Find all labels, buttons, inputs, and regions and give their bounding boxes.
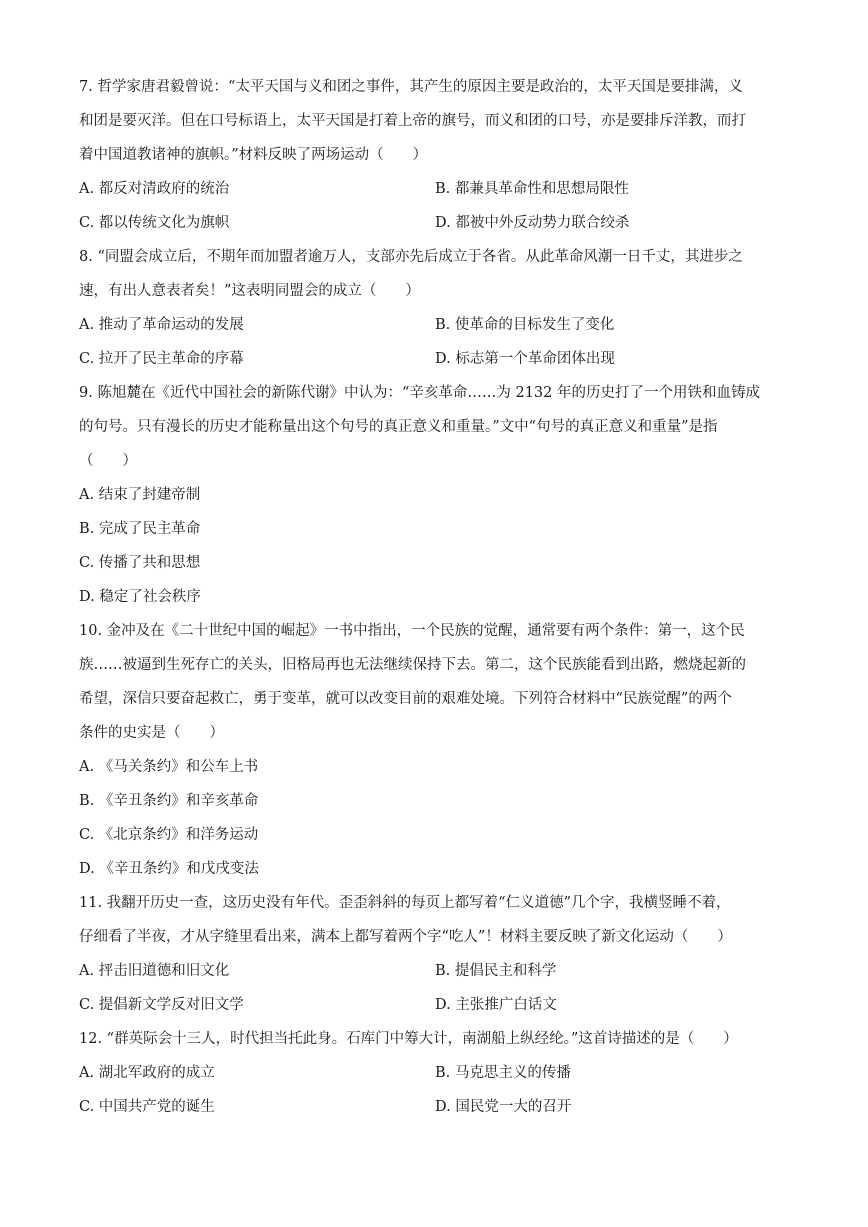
question-10 bbox=[79, 614, 791, 886]
question-10-line-1: 10. 金冲及在《二十世纪中国的崛起》一书中指出，一个民族的觉醒，通常要有两个条件：第一，这个民 bbox=[79, 623, 745, 639]
question-10-option-d[interactable]: D. 《辛丑条约》和戊戌变法 bbox=[79, 861, 259, 877]
question-9 bbox=[79, 376, 791, 614]
question-10-option-b[interactable]: B. 《辛丑条约》和辛亥革命 bbox=[79, 793, 259, 809]
question-7-option-c[interactable]: C. 都以传统文化为旗帜 bbox=[79, 215, 230, 231]
question-8-option-c[interactable]: C. 拉开了民主革命的序幕 bbox=[79, 351, 244, 367]
question-11 bbox=[79, 886, 791, 1022]
question-12 bbox=[79, 1022, 791, 1124]
question-8-line-1: 8. “同盟会成立后，不期年而加盟者逾万人，支部亦先后成立于各省。从此革命风潮一日千丈，其进步之 bbox=[79, 249, 743, 265]
question-7-option-d[interactable]: D. 都被中外反动势力联合绞杀 bbox=[435, 215, 630, 231]
question-7 bbox=[79, 70, 791, 240]
question-8-option-b[interactable]: B. 使革命的目标发生了变化 bbox=[435, 317, 615, 333]
question-10-line-3: 希望，深信只要奋起救亡，勇于变革，就可以改变目前的艰难处境。下列符合材料中“民族觉醒”的两个 bbox=[79, 691, 732, 707]
question-9-option-a[interactable]: A. 结束了封建帝制 bbox=[79, 487, 201, 503]
question-7-options-row-2 bbox=[79, 206, 791, 240]
question-7-option-b[interactable]: B. 都兼具革命性和思想局限性 bbox=[435, 181, 629, 197]
question-11-line-2: 仔细看了半夜，才从字缝里看出来，满本上都写着两个字“吃人”！材料主要反映了新文化运动（ ） bbox=[79, 929, 732, 945]
question-8 bbox=[79, 240, 791, 376]
question-10-option-c[interactable]: C. 《北京条约》和洋务运动 bbox=[79, 827, 259, 843]
question-12-line-1: 12. “群英际会十三人，时代担当托此身。石库门中筹大计，南湖船上纵经纶。”这首诗描述的是（ ） bbox=[79, 1031, 738, 1047]
question-9-line-1: 9. 陈旭麓在《近代中国社会的新陈代谢》中认为：“辛亥革命……为 2132 年的历史打了一个用铁和血铸成 bbox=[79, 385, 760, 401]
question-8-option-a[interactable]: A. 推动了革命运动的发展 bbox=[79, 317, 244, 333]
question-9-line-2: 的句号。只有漫长的历史才能称量出这个句号的真正意义和重量。”文中“句号的真正意义和重量”是指 bbox=[79, 419, 718, 435]
question-9-option-d[interactable]: D. 稳定了社会秩序 bbox=[79, 589, 201, 605]
question-11-options-row-2 bbox=[79, 988, 791, 1022]
question-7-line-2: 和团是要灭洋。但在口号标语上，太平天国是打着上帝的旗号，而义和团的口号，亦是要排斥洋教，而打 bbox=[79, 113, 746, 129]
question-8-line-2: 速，有出人意表者矣！”这表明同盟会的成立（ ） bbox=[79, 283, 420, 299]
question-12-option-b[interactable]: B. 马克思主义的传播 bbox=[435, 1065, 571, 1081]
question-10-option-a[interactable]: A. 《马关条约》和公车上书 bbox=[79, 759, 259, 775]
question-12-options-row-2 bbox=[79, 1090, 791, 1124]
question-12-option-c[interactable]: C. 中国共产党的诞生 bbox=[79, 1099, 215, 1115]
question-10-line-4: 条件的史实是（ ） bbox=[79, 725, 224, 741]
question-9-line-3: （ ） bbox=[79, 453, 137, 469]
question-11-option-b[interactable]: B. 提倡民主和科学 bbox=[435, 963, 557, 979]
question-8-options-row-1 bbox=[79, 308, 791, 342]
question-11-option-c[interactable]: C. 提倡新文学反对旧文学 bbox=[79, 997, 244, 1013]
question-11-option-a[interactable]: A. 抨击旧道德和旧文化 bbox=[79, 963, 230, 979]
question-7-line-3: 着中国道教诸神的旗帜。”材料反映了两场运动（ ） bbox=[79, 147, 428, 163]
question-7-line-1: 7. 哲学家唐君毅曾说：“太平天国与义和团之事件，其产生的原因主要是政治的，太平天国是要排满，义 bbox=[79, 79, 743, 95]
question-list bbox=[79, 70, 791, 1124]
question-7-option-a[interactable]: A. 都反对清政府的统治 bbox=[79, 181, 230, 197]
question-11-option-d[interactable]: D. 主张推广白话文 bbox=[435, 997, 557, 1013]
question-12-option-a[interactable]: A. 湖北军政府的成立 bbox=[79, 1065, 215, 1081]
question-9-option-b[interactable]: B. 完成了民主革命 bbox=[79, 521, 201, 537]
question-8-option-d[interactable]: D. 标志第一个革命团体出现 bbox=[435, 351, 615, 367]
question-9-option-c[interactable]: C. 传播了共和思想 bbox=[79, 555, 201, 571]
question-11-line-1: 11. 我翻开历史一查，这历史没有年代。歪歪斜斜的每页上都写着“仁义道德”几个字，我横竖睡不着， bbox=[79, 895, 731, 911]
question-12-options-row-1 bbox=[79, 1056, 791, 1090]
question-10-line-2: 族……被逼到生死存亡的关头，旧格局再也无法继续保持下去。第二，这个民族能看到出路，燃烧起新的 bbox=[79, 657, 746, 673]
question-12-option-d[interactable]: D. 国民党一大的召开 bbox=[435, 1099, 572, 1115]
question-7-options-row-1 bbox=[79, 172, 791, 206]
question-8-options-row-2 bbox=[79, 342, 791, 376]
question-11-options-row-1 bbox=[79, 954, 791, 988]
